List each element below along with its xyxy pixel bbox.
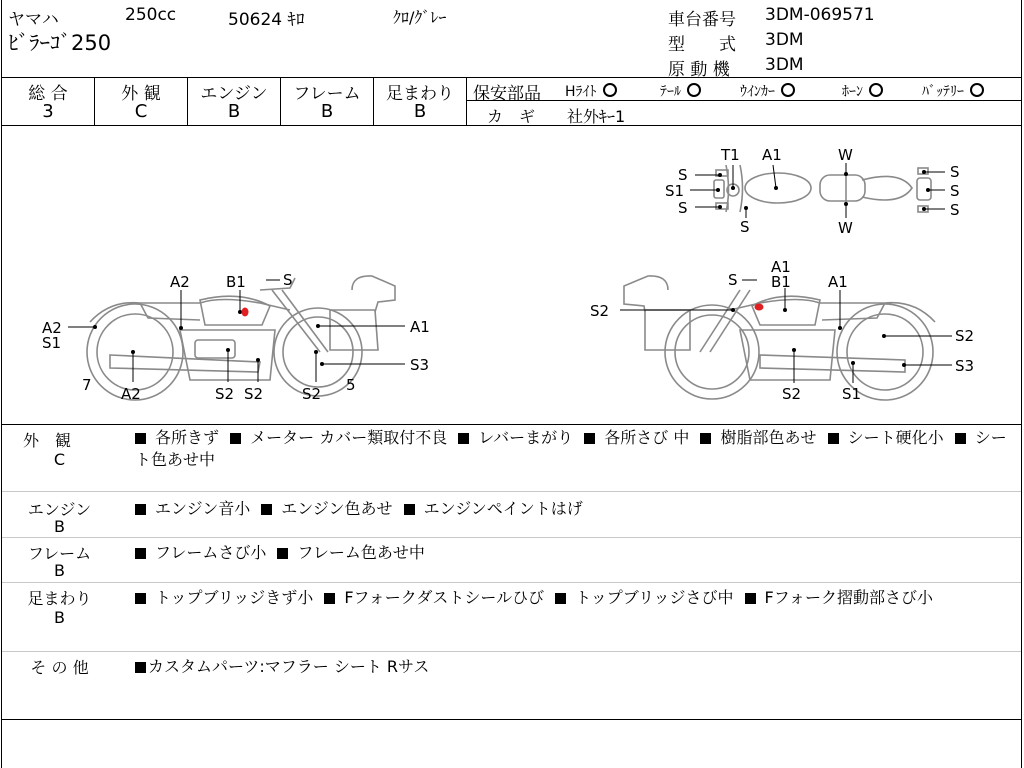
safety-item-headlight: Hﾗｲﾄ <box>565 81 617 101</box>
diagram-label: A1 <box>828 273 848 291</box>
diagram-label: S2 <box>955 327 975 345</box>
diagram-label: S <box>950 182 960 200</box>
bullet-icon <box>230 433 241 444</box>
diagram-label: S <box>678 166 688 184</box>
remark-frame-grade: B <box>54 561 65 580</box>
diagram-label: S3 <box>955 357 975 375</box>
diagram-label: S1 <box>42 334 62 352</box>
diagram-label: S2 <box>215 385 235 403</box>
diagram-label: T1 <box>721 146 740 164</box>
engine-value: 3DM <box>765 55 804 75</box>
remark-other-label: そ の 他 <box>30 658 89 677</box>
displacement: 250cc <box>125 5 177 25</box>
model-name: ﾋﾞﾗｰｺﾞ250 <box>8 31 112 55</box>
diagram-label: B1 <box>226 273 246 291</box>
bike-top-view <box>714 165 931 212</box>
remark-suspension-grade: B <box>54 608 65 627</box>
bullet-icon <box>955 433 966 444</box>
bullet-icon <box>745 593 756 604</box>
color: ｸﾛ/ｸﾞﾚｰ <box>393 8 447 27</box>
grade-suspension-value: B <box>413 101 427 122</box>
grade-exterior-label: 外 観 <box>121 84 161 104</box>
diagram-label: S1 <box>842 385 862 403</box>
bullet-icon <box>584 433 595 444</box>
bullet-icon <box>135 548 146 559</box>
bullet-icon <box>828 433 839 444</box>
frame-no-label: 車台番号 <box>668 10 736 30</box>
diagram-label: S <box>950 163 960 181</box>
diagram-label: S1 <box>665 182 685 200</box>
bullet-icon <box>458 433 469 444</box>
grade-exterior-value: C <box>134 101 148 122</box>
remark-exterior-label: 外 観 <box>22 431 71 450</box>
diagram-label: A2 <box>42 319 62 337</box>
diagram-label: S3 <box>410 356 430 374</box>
mileage: 50624 ｷﾛ <box>228 10 305 30</box>
bullet-icon <box>135 662 146 673</box>
diagram-label: S <box>728 271 738 289</box>
grade-engine-value: B <box>227 101 241 122</box>
diagram-label: W <box>838 146 853 164</box>
type-label: 型 式 <box>668 35 736 55</box>
remark-frame-text: フレームさび小 フレーム色あせ中 <box>135 540 425 563</box>
engine-label: 原 動 機 <box>668 60 730 80</box>
diagram-label: S <box>740 218 750 236</box>
safety-item-taillight: ﾃｰﾙ <box>660 81 701 101</box>
grade-suspension-label: 足まわり <box>386 84 454 104</box>
remark-engine-grade: B <box>54 517 65 536</box>
diagram-label: S2 <box>782 385 802 403</box>
maker: ヤマハ <box>8 10 59 30</box>
diagram-label: 5 <box>346 376 356 394</box>
remark-engine-label: エンジン <box>27 500 92 519</box>
safety-label: 保安部品 <box>473 84 541 104</box>
diagram-label: B1 <box>771 273 791 291</box>
grade-engine-label: エンジン <box>200 84 268 104</box>
grade-overall-value: 3 <box>42 101 54 122</box>
bullet-icon <box>135 433 146 444</box>
remark-suspension-label: 足まわり <box>27 589 92 608</box>
diagram-label: A1 <box>762 146 782 164</box>
frame-no-value: 3DM-069571 <box>765 5 875 25</box>
diagram-label: S2 <box>302 385 322 403</box>
safety-item-battery: ﾊﾞｯﾃﾘｰ <box>922 81 984 101</box>
diagram-label: S <box>950 201 960 219</box>
remark-frame-label: フレーム <box>27 544 92 563</box>
key-value: 社外ｷｰ1 <box>567 107 626 126</box>
diagram-label: A1 <box>771 258 791 276</box>
safety-item-winker: ｳｲﾝｶｰ <box>740 81 795 101</box>
safety-item-horn: ﾎｰﾝ <box>842 81 883 101</box>
bullet-icon <box>404 504 415 515</box>
bullet-icon <box>555 593 566 604</box>
remark-other-text: カスタムパーツ:マフラー シート Rサス <box>135 654 429 677</box>
type-value: 3DM <box>765 30 804 50</box>
bullet-icon <box>135 593 146 604</box>
grade-frame-value: B <box>320 101 334 122</box>
grade-frame-label: フレーム <box>293 84 361 104</box>
bullet-icon <box>324 593 335 604</box>
bike-right-view <box>624 276 935 400</box>
diagram-label: S2 <box>590 302 610 320</box>
diagram-label: A2 <box>170 273 190 291</box>
diagram-label: S <box>678 199 688 217</box>
top-view-labels <box>665 146 960 237</box>
diagram-label: A1 <box>410 318 430 336</box>
remark-engine-text: エンジン音小 エンジン色あせ エンジンペイントはげ <box>135 496 583 519</box>
grade-overall-label: 総 合 <box>28 84 68 104</box>
diagram-label: S <box>283 271 293 289</box>
remark-exterior-grade: C <box>53 450 66 469</box>
left-view-markers <box>68 280 405 382</box>
bullet-icon <box>277 548 288 559</box>
bullet-icon <box>261 504 272 515</box>
diagram-label: 7 <box>82 376 92 394</box>
key-label: カ ギ <box>487 107 536 126</box>
bullet-icon <box>700 433 711 444</box>
remark-exterior-text: 各所きず メーター カバー類取付不良 レバーまがり 各所さび 中 樹脂部色あせ シート硬化小 シート色あせ中 <box>135 428 1007 469</box>
diagram-label: A2 <box>121 385 141 403</box>
diagram-label: W <box>838 219 853 237</box>
remark-suspension-text: トップブリッジきず小 Fフォークダストシールひび トップブリッジさび中 Fフォーク摺動部さび小 <box>135 585 933 608</box>
bullet-icon <box>135 504 146 515</box>
diagram-label: S2 <box>244 385 264 403</box>
